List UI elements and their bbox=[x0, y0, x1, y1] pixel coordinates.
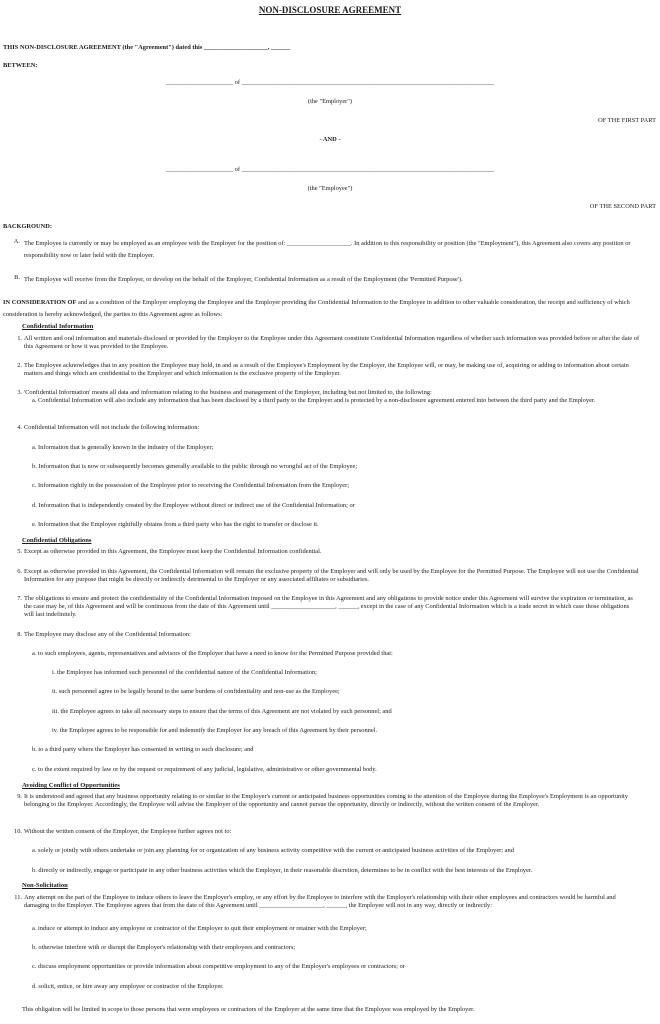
consideration-text: and as a condition of the Employer employing the Employee and the Employer providing the Confidential Information to the Employee in addition to other valuable consideration, the receipt and sufficiency of which consideration is hereby acknowledged, the parties to this Agreement agree as follows: bbox=[3, 299, 630, 319]
clause-number: 3. bbox=[17, 389, 22, 396]
clause-8 bbox=[3, 631, 643, 639]
clause-8-sub-c: c. to the extent required by law or by the request or requirement of any judicial, legislative, administrative or other governmental body. bbox=[32, 766, 377, 773]
clause-number: 11. bbox=[14, 894, 22, 901]
background-item-text: The Employee is currently or may be employed as an employee with the Employer for the position of: ____________________. In addition to this responsibility or position (the "Employment"), this Agreement also covers any position or responsibility now or later held with the Employer. bbox=[24, 240, 631, 260]
clause-text: 'Confidential Information' means all data and information relating to the business and management of the Employer, including but not limited to, the following: bbox=[24, 389, 432, 396]
clause-text: Without the written consent of the Employer, the Employee further agrees not to: bbox=[24, 828, 232, 835]
clause-number: 2. bbox=[17, 362, 22, 369]
section-heading-non-solicitation: Non-Solicitation bbox=[22, 882, 68, 889]
agreement-intro: THIS NON-DISCLOSURE AGREEMENT (the "Agreement") dated this ____________________, ______ bbox=[3, 44, 291, 51]
clause-4-sub-c: c. Information rightly in the possession of the Employee prior to receiving the Confidential Information from the Employer; bbox=[32, 482, 349, 489]
clause-1 bbox=[3, 335, 643, 351]
background-item-label: B. bbox=[14, 274, 20, 281]
employee-label: (the "Employee") bbox=[307, 185, 353, 192]
clause-11-sub-b: b. otherwise interfere with or disrupt the Employer's relationship with their employees and contractors; bbox=[32, 944, 296, 951]
employer-party-line: _____________________ of _______________________________________________________________________________ bbox=[165, 79, 495, 86]
clause-10 bbox=[3, 828, 643, 836]
clause-number: 7. bbox=[17, 595, 22, 602]
clause-11-sub-d: d. solicit, entice, or hire away any employee or contractor of the Employer. bbox=[32, 983, 224, 990]
clause-4-sub-b: b. Information that is now or subsequently becomes generally available to the public through no wrongful act of the Employee; bbox=[32, 463, 358, 470]
clause-number: 8. bbox=[17, 631, 22, 638]
background-heading: BACKGROUND: bbox=[3, 223, 52, 230]
clause-5 bbox=[3, 548, 643, 556]
clause-text: Except as otherwise provided in this Agreement, the Employee must keep the Confidential Information confidential. bbox=[24, 548, 322, 555]
clause-text: All written and oral information and materials disclosed or provided by the Employer to the Employee under this Agreement constitute Confidential Information regardless of whether such information was provided before or after the date of this Agreement or how it was provided to the Employee. bbox=[24, 335, 640, 350]
clause-number: 1. bbox=[17, 335, 22, 342]
clause-text: The Employee acknowledges that in any position the Employee may hold, in and as a result of the Employee's Employment by the Employer, the Employee will, or may, be making use of, acquiring or adding to information about certain matters and things which are confidential to the Employer and which information is the exclusive property of the Employer. bbox=[24, 362, 629, 377]
clause-10-sub-b: b. directly or indirectly, engage or participate in any other business activities which the Employer, in their reasonable discretion, determines to be in conflict with the best interests of the Employer. bbox=[32, 867, 533, 874]
clause-3 bbox=[3, 389, 643, 397]
clause-11-sub-a: a. induce or attempt to induce any employee or contractor of the Employer to quit their employment or retainer with the Employer; bbox=[32, 925, 367, 932]
consideration-paragraph bbox=[3, 297, 653, 321]
clause-8-roman-iii: iii. the Employee agrees to take all necessary steps to ensure that the terms of this Agreement are not violated by such personnel; and bbox=[52, 708, 392, 715]
background-item-text: The Employee will receive from the Employer, or develop on the behalf of the Employer, Confidential Information as a result of the Employment (the 'Permitted Purpose'). bbox=[24, 276, 463, 283]
clause-11-sub-c: c. discuss employment opportunities or provide information about competitive employment to any of the Employer's employees or contractors; or bbox=[32, 963, 405, 970]
clause-text: Except as otherwise provided in this Agreement, the Confidential Information will remain the exclusive property of the Employer and will only be used by the Employee for the Permitted Purpose. The Employee will not use the Confidential Information for any purpose that might be directly or indirectly detrimental to the Employer or any associated affiliates or subsidiaries. bbox=[24, 568, 639, 583]
and-separator: - AND - bbox=[319, 136, 341, 143]
section-heading-avoiding-conflict: Avoiding Conflict of Opportunities bbox=[22, 782, 120, 789]
clause-2 bbox=[3, 362, 643, 378]
document-title: NON-DISCLOSURE AGREEMENT bbox=[258, 5, 402, 15]
clause-4 bbox=[3, 424, 643, 432]
clause-10-sub-a: a. solely or jointly with others undertake or join any planning for or organization of any business activity competitive with the current or anticipated business activities of the Employer; and bbox=[32, 847, 514, 854]
employer-label: (the "Employer") bbox=[307, 98, 353, 105]
clause-text: The Employee may disclose any of the Confidential Information: bbox=[24, 631, 191, 638]
clause-3-sub-a: a. Confidential Information will also include any information that has been disclosed by a third party to the Employer and is protected by a non-disclosure agreement entered into between the third party and the Employer. bbox=[32, 397, 596, 404]
clause-11 bbox=[3, 894, 643, 910]
clause-8-sub-b: b. to a third party where the Employer has consented in writing to such disclosure; and bbox=[32, 746, 254, 753]
clause-11-closing: This obligation will be limited in scope to those persons that were employees or contractors of the Employer at the same time that the Employee was employed by the Employer. bbox=[22, 1006, 475, 1013]
background-item-label: A. bbox=[13, 238, 20, 245]
second-part-label: OF THE SECOND PART bbox=[589, 203, 656, 210]
clause-text: The obligations to ensure and protect the confidentiality of the Confidential Information imposed on the Employee in this Agreement and any obligations to provide notice under this Agreement will survive the expiration or termination, as the case may be, of this Agreement and will be continuous from the date of this Agreement until ____________________, ______, except in the case of any Confidential Information which is a trade secret in which case those obligations will last indefinitely. bbox=[24, 595, 633, 618]
background-item-a bbox=[3, 238, 653, 262]
employee-party-line: _____________________ of _______________________________________________________________________________ bbox=[165, 166, 495, 173]
clause-number: 4. bbox=[17, 424, 22, 431]
clause-number: 6. bbox=[17, 568, 22, 575]
section-heading-confidential-obligations: Confidential Obligations bbox=[22, 537, 92, 544]
clause-4-sub-e: e. Information that the Employee rightfully obtains from a third party who has the right to transfer or disclose it. bbox=[32, 521, 319, 528]
clause-number: 10. bbox=[14, 828, 22, 835]
consideration-lead: IN CONSIDERATION OF bbox=[3, 299, 77, 306]
clause-8-roman-i: i. the Employee has informed such personnel of the confidential nature of the Confidential Information; bbox=[52, 669, 317, 676]
clause-7 bbox=[3, 595, 643, 619]
between-label: BETWEEN: bbox=[3, 62, 38, 69]
clause-text: Any attempt on the part of the Employee to induce others to leave the Employer's employ, or any effort by the Employee to interfere with the Employer's relationship with their other employees and contractors would be harmful and damaging to the Employer. The Employee agrees that from the date of this Agreement until ____________________, ______, the Employee will not in any way, directly or indirectly: bbox=[24, 894, 616, 909]
clause-number: 5. bbox=[17, 548, 22, 555]
background-item-b bbox=[3, 274, 653, 286]
first-part-label: OF THE FIRST PART bbox=[598, 117, 656, 124]
clause-number: 9. bbox=[17, 793, 22, 800]
clause-4-sub-d: d. Information that is independently created by the Employee without direct or indirect use of the Confidential Information; or bbox=[32, 502, 355, 509]
clause-9 bbox=[3, 793, 643, 809]
clause-8-roman-ii: ii. such personnel agree to be legally bound to the same burdens of confidentiality and non-use as the Employee; bbox=[52, 688, 340, 695]
clause-text: It is understood and agreed that any business opportunity relating to or similar to the Employer's current or anticipated business opportunities coming to the attention of the Employee during the Employee's Employment is an opportunity belonging to the Employer. Accordingly, the Employee will advise the Employer of the opportunity and cannot pursue the opportunity, directly or indirectly, without the written consent of the Employer. bbox=[24, 793, 628, 808]
section-heading-confidential-information: Confidential Information bbox=[22, 323, 94, 330]
clause-4-sub-a: a. Information that is generally known in the industry of the Employer; bbox=[32, 444, 214, 451]
clause-8-sub-a: a. to such employees, agents, representatives and advisors of the Employer that have a need to know for the Permitted Purpose provided that: bbox=[32, 650, 393, 657]
clause-6 bbox=[3, 568, 643, 584]
clause-8-roman-iv: iv. the Employee agrees to be responsible for and indemnify the Employer for any breach of this Agreement by their personnel. bbox=[52, 727, 378, 734]
clause-text: Confidential Information will not include the following information: bbox=[24, 424, 200, 431]
